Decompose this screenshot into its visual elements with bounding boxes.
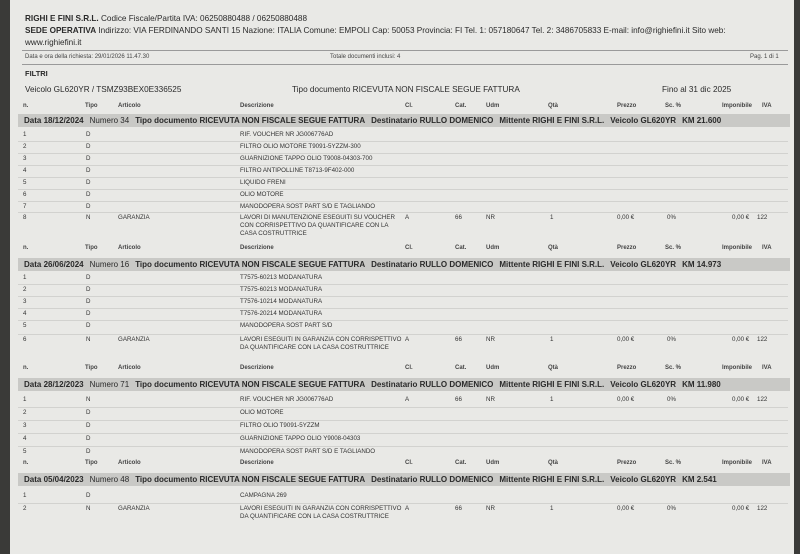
column-header-row <box>10 460 794 470</box>
doc-sender: Mittente RIGHI E FINI S.R.L. <box>499 380 605 389</box>
cell-qta: 1 <box>550 396 554 403</box>
column-header-sc: Sc. % <box>665 245 682 251</box>
cell-tipo: N <box>86 396 91 403</box>
cell-tipo: D <box>86 310 91 317</box>
sede-address: Indirizzo: VIA FERDINANDO SANTI 15 Nazione: ITALIA Comune: EMPOLI Cap: 50053 Provincia: FI Tel. 1: 057180647 Tel. 2: 3486705833 E-mail: info@righiefini.it Sito web: <box>96 26 726 35</box>
row-divider <box>18 433 788 434</box>
column-header-prezzo: Prezzo <box>617 460 637 466</box>
doc-recipient: Destinatario RULLO DOMENICO <box>371 475 494 484</box>
cell-descrizione: MANODOPERA SOST PART S/D <box>240 322 333 329</box>
column-header-tipo: Tipo <box>85 245 98 251</box>
row-divider <box>18 165 788 166</box>
cell-tipo: D <box>86 191 91 198</box>
cell-n: 5 <box>23 448 27 455</box>
cell-tipo: D <box>86 422 91 429</box>
cell-descrizione: LAVORI ESEGUITI IN GARANZIA CON CORRISPETTIVO DA QUANTIFICARE CON LA CASA COSTRUTTRICE <box>240 336 402 351</box>
cell-udm: NR <box>486 505 495 512</box>
company-name: RIGHI E FINI S.R.L. <box>25 14 99 23</box>
doc-km: KM 21.600 <box>682 116 722 125</box>
cell-prezzo: 0,00 € <box>617 505 635 512</box>
row-divider <box>18 503 788 504</box>
column-header-cat: Cat. <box>455 365 467 371</box>
column-header-qta: Qtà <box>548 460 559 466</box>
cell-prezzo: 0,00 € <box>617 214 635 221</box>
column-header-cl: Cl. <box>405 245 413 251</box>
filter-until: Fino al 31 dic 2025 <box>662 85 732 94</box>
column-header-descrizione: Descrizione <box>240 365 274 371</box>
cell-descrizione: RIF. VOUCHER NR JG006776AD <box>240 396 334 403</box>
doc-vehicle: Veicolo GL620YR <box>610 380 677 389</box>
row-divider <box>18 296 788 297</box>
cell-cl: A <box>405 336 410 343</box>
cell-tipo: D <box>86 298 91 305</box>
column-header-tipo: Tipo <box>85 460 98 466</box>
cell-descrizione: FILTRO OLIO MOTORE T9091-5YZZM-300 <box>240 143 361 150</box>
row-divider <box>18 446 788 447</box>
cell-descrizione: CAMPAGNA 269 <box>240 492 287 499</box>
doc-type: Tipo documento RICEVUTA NON FISCALE SEGUE FATTURA <box>135 260 366 269</box>
cell-n: 1 <box>23 492 27 499</box>
column-header-sc: Sc. % <box>665 103 682 109</box>
column-header-row <box>10 103 794 113</box>
cell-cat: 66 <box>455 505 462 512</box>
cell-n: 1 <box>23 274 27 281</box>
cell-sc: 0% <box>667 396 676 403</box>
cell-n: 3 <box>23 298 27 305</box>
doc-date: Data 05/04/2023 <box>24 475 84 484</box>
cell-n: 2 <box>23 286 27 293</box>
row-divider <box>18 334 788 335</box>
company-line-1 <box>25 13 307 24</box>
cell-tipo: D <box>86 409 91 416</box>
filter-vehicle: Veicolo GL620YR / TSMZ93BEX0E336525 <box>25 85 182 94</box>
column-header-n: n. <box>23 103 29 109</box>
cell-tipo: D <box>86 143 91 150</box>
doc-vehicle: Veicolo GL620YR <box>610 475 677 484</box>
cell-sc: 0% <box>667 505 676 512</box>
cell-descrizione: RIF. VOUCHER NR JG006776AD <box>240 131 334 138</box>
cell-tipo: D <box>86 167 91 174</box>
cell-n: 4 <box>23 435 27 442</box>
cell-qta: 1 <box>550 336 554 343</box>
column-header-imponibile: Imponibile <box>722 460 752 466</box>
column-header-tipo: Tipo <box>85 103 98 109</box>
cell-n: 6 <box>23 191 27 198</box>
cell-udm: NR <box>486 396 495 403</box>
cell-n: 5 <box>23 179 27 186</box>
table-row[interactable] <box>10 214 794 240</box>
cell-tipo: D <box>86 203 91 210</box>
cell-articolo: GARANZIA <box>118 214 150 221</box>
column-header-qta: Qtà <box>548 365 559 371</box>
row-divider <box>18 177 788 178</box>
column-header-imponibile: Imponibile <box>722 103 752 109</box>
doc-date: Data 26/06/2024 <box>24 260 84 269</box>
doc-number: Numero 71 <box>89 380 130 389</box>
cell-descrizione: T7576-20214 MODANATURA <box>240 310 323 317</box>
cell-cl: A <box>405 505 410 512</box>
doc-vehicle: Veicolo GL620YR <box>610 260 677 269</box>
row-divider <box>18 189 788 190</box>
column-header-iva: IVA <box>762 365 772 371</box>
column-header-iva: IVA <box>762 103 772 109</box>
cell-imponibile: 0,00 € <box>732 396 750 403</box>
cell-cat: 66 <box>455 336 462 343</box>
cell-tipo: D <box>86 435 91 442</box>
cell-descrizione: MANODOPERA SOST PART S/D E TAGLIANDO <box>240 203 376 210</box>
doc-recipient: Destinatario RULLO DOMENICO <box>371 380 494 389</box>
cell-descrizione: T7575-60213 MODANATURA <box>240 274 323 281</box>
column-header-cl: Cl. <box>405 460 413 466</box>
cell-udm: NR <box>486 336 495 343</box>
doc-date: Data 28/12/2023 <box>24 380 84 389</box>
column-header-sc: Sc. % <box>665 365 682 371</box>
doc-type: Tipo documento RICEVUTA NON FISCALE SEGUE FATTURA <box>135 380 366 389</box>
column-header-row <box>10 365 794 375</box>
doc-km: KM 14.973 <box>682 260 722 269</box>
cell-imponibile: 0,00 € <box>732 505 750 512</box>
header-divider <box>22 50 788 51</box>
table-row[interactable] <box>10 448 794 459</box>
cell-descrizione: T7576-10214 MODANATURA <box>240 298 323 305</box>
doc-number: Numero 34 <box>89 116 130 125</box>
total-documents: Totale documenti inclusi: 4 <box>330 54 401 60</box>
document-header[interactable] <box>18 258 790 271</box>
column-header-imponibile: Imponibile <box>722 365 752 371</box>
cell-n: 2 <box>23 505 27 512</box>
row-divider <box>18 320 788 321</box>
cell-iva: 122 <box>757 396 768 403</box>
cell-imponibile: 0,00 € <box>732 214 750 221</box>
row-divider <box>18 420 788 421</box>
cell-descrizione: FILTRO ANTIPOLLINE T8713-9F402-000 <box>240 167 355 174</box>
cell-cat: 66 <box>455 396 462 403</box>
cell-n: 6 <box>23 336 27 343</box>
cell-tipo: D <box>86 155 91 162</box>
column-header-cat: Cat. <box>455 460 467 466</box>
company-tax-id: Codice Fiscale/Partita IVA: 06250880488 / 06250880488 <box>98 14 308 23</box>
cell-n: 4 <box>23 310 27 317</box>
cell-iva: 122 <box>757 336 768 343</box>
column-header-tipo: Tipo <box>85 365 98 371</box>
column-header-articolo: Articolo <box>118 103 141 109</box>
meta-divider <box>22 64 788 65</box>
cell-n: 7 <box>23 203 27 210</box>
column-header-descrizione: Descrizione <box>240 460 274 466</box>
cell-descrizione: MANODOPERA SOST PART S/D E TAGLIANDO <box>240 448 376 455</box>
cell-articolo: GARANZIA <box>118 336 150 343</box>
table-row[interactable] <box>10 422 794 433</box>
filter-doc-type: Tipo documento RICEVUTA NON FISCALE SEGUE FATTURA <box>292 85 520 94</box>
cell-udm: NR <box>486 214 495 221</box>
row-divider <box>18 141 788 142</box>
column-header-udm: Udm <box>486 365 500 371</box>
column-header-descrizione: Descrizione <box>240 103 274 109</box>
column-header-sc: Sc. % <box>665 460 682 466</box>
column-header-qta: Qtà <box>548 103 559 109</box>
request-date: Data e ora della richiesta: 29/01/2026 11.47.30 <box>25 54 150 60</box>
doc-date: Data 18/12/2024 <box>24 116 84 125</box>
doc-sender: Mittente RIGHI E FINI S.R.L. <box>499 475 605 484</box>
report-page <box>10 0 794 554</box>
cell-cat: 66 <box>455 214 462 221</box>
column-header-n: n. <box>23 365 29 371</box>
column-header-descrizione: Descrizione <box>240 245 274 251</box>
cell-descrizione: LAVORI ESEGUITI IN GARANZIA CON CORRISPETTIVO DA QUANTIFICARE CON LA CASA COSTRUTTRICE <box>240 505 402 520</box>
cell-articolo: GARANZIA <box>118 505 150 512</box>
cell-sc: 0% <box>667 336 676 343</box>
cell-n: 8 <box>23 214 27 221</box>
table-row[interactable] <box>10 492 794 503</box>
doc-recipient: Destinatario RULLO DOMENICO <box>371 116 494 125</box>
column-header-udm: Udm <box>486 103 500 109</box>
table-row[interactable] <box>10 435 794 446</box>
document-header[interactable] <box>18 473 790 486</box>
cell-tipo: N <box>86 214 91 221</box>
cell-descrizione: OLIO MOTORE <box>240 409 284 416</box>
doc-sender: Mittente RIGHI E FINI S.R.L. <box>499 116 605 125</box>
column-header-cat: Cat. <box>455 103 467 109</box>
cell-n: 2 <box>23 409 27 416</box>
table-row[interactable] <box>10 322 794 333</box>
column-header-n: n. <box>23 245 29 251</box>
cell-descrizione: LAVORI DI MANUTENZIONE ESEGUITI SU VOUCHER CON CORRISPETTIVO DA QUANTIFICARE CON LA CASA COSTRUTTRICE <box>240 214 395 237</box>
column-header-udm: Udm <box>486 245 500 251</box>
company-website[interactable]: www.righiefini.it <box>25 38 82 47</box>
cell-n: 2 <box>23 143 27 150</box>
cell-qta: 1 <box>550 214 554 221</box>
cell-descrizione: OLIO MOTORE <box>240 191 284 198</box>
page-number: Pag. 1 di 1 <box>750 54 779 60</box>
column-header-cl: Cl. <box>405 103 413 109</box>
cell-prezzo: 0,00 € <box>617 336 635 343</box>
cell-n: 1 <box>23 396 27 403</box>
cell-prezzo: 0,00 € <box>617 396 635 403</box>
cell-qta: 1 <box>550 505 554 512</box>
column-header-cl: Cl. <box>405 365 413 371</box>
cell-descrizione: GUARNIZIONE TAPPO OLIO Y9008-04303 <box>240 435 361 442</box>
cell-cl: A <box>405 214 410 221</box>
cell-descrizione: FILTRO OLIO T9091-5YZZM <box>240 422 320 429</box>
cell-tipo: D <box>86 322 91 329</box>
document-header[interactable] <box>18 378 790 391</box>
row-divider <box>18 212 788 213</box>
cell-descrizione: GUARNIZIONE TAPPO OLIO T9008-04303-700 <box>240 155 373 162</box>
doc-type: Tipo documento RICEVUTA NON FISCALE SEGUE FATTURA <box>135 116 366 125</box>
column-header-imponibile: Imponibile <box>722 245 752 251</box>
row-divider <box>18 153 788 154</box>
cell-descrizione: LIQUIDO FRENI <box>240 179 286 186</box>
column-header-articolo: Articolo <box>118 245 141 251</box>
cell-tipo: D <box>86 492 91 499</box>
cell-iva: 122 <box>757 505 768 512</box>
row-divider <box>18 407 788 408</box>
table-row[interactable] <box>10 505 794 531</box>
column-header-qta: Qtà <box>548 245 559 251</box>
table-row[interactable] <box>10 396 794 407</box>
column-header-articolo: Articolo <box>118 460 141 466</box>
cell-tipo: D <box>86 179 91 186</box>
doc-number: Numero 48 <box>89 475 130 484</box>
column-header-prezzo: Prezzo <box>617 365 637 371</box>
cell-tipo: D <box>86 131 91 138</box>
cell-tipo: D <box>86 274 91 281</box>
column-header-iva: IVA <box>762 460 772 466</box>
column-header-n: n. <box>23 460 29 466</box>
doc-vehicle: Veicolo GL620YR <box>610 116 677 125</box>
doc-type: Tipo documento RICEVUTA NON FISCALE SEGUE FATTURA <box>135 475 366 484</box>
column-header-row <box>10 245 794 255</box>
cell-descrizione: T7575-60213 MODANATURA <box>240 286 323 293</box>
cell-n: 5 <box>23 322 27 329</box>
doc-km: KM 2.541 <box>682 475 717 484</box>
column-header-prezzo: Prezzo <box>617 103 637 109</box>
cell-tipo: N <box>86 505 91 512</box>
cell-tipo: D <box>86 286 91 293</box>
cell-n: 3 <box>23 422 27 429</box>
table-row[interactable] <box>10 336 794 362</box>
doc-recipient: Destinatario RULLO DOMENICO <box>371 260 494 269</box>
sede-label: SEDE OPERATIVA <box>25 26 97 35</box>
column-header-cat: Cat. <box>455 245 467 251</box>
cell-n: 4 <box>23 167 27 174</box>
doc-sender: Mittente RIGHI E FINI S.R.L. <box>499 260 605 269</box>
column-header-articolo: Articolo <box>118 365 141 371</box>
column-header-prezzo: Prezzo <box>617 245 637 251</box>
cell-tipo: N <box>86 336 91 343</box>
cell-n: 3 <box>23 155 27 162</box>
cell-cl: A <box>405 396 410 403</box>
cell-iva: 122 <box>757 214 768 221</box>
doc-km: KM 11.980 <box>682 380 721 389</box>
column-header-udm: Udm <box>486 460 500 466</box>
doc-number: Numero 16 <box>89 260 130 269</box>
table-row[interactable] <box>10 409 794 420</box>
document-header[interactable] <box>18 114 790 127</box>
company-line-2 <box>25 25 726 36</box>
cell-sc: 0% <box>667 214 676 221</box>
row-divider <box>18 308 788 309</box>
row-divider <box>18 284 788 285</box>
cell-tipo: D <box>86 448 91 455</box>
row-divider <box>18 201 788 202</box>
cell-n: 1 <box>23 131 27 138</box>
filters-label: FILTRI <box>25 69 48 78</box>
column-header-iva: IVA <box>762 245 772 251</box>
cell-imponibile: 0,00 € <box>732 336 750 343</box>
